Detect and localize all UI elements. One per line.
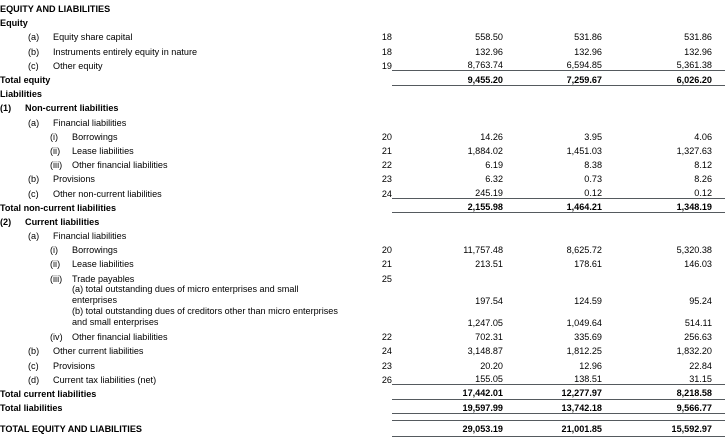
row-value-col2: 3.95 <box>584 131 602 142</box>
section-title-row <box>0 0 725 14</box>
row-value-col3: 1,348.19 <box>614 199 725 213</box>
row-label: Trade payables <box>72 273 135 284</box>
row-value-col3: 132.96 <box>684 46 712 57</box>
row-value-col3: 31.15 <box>689 374 712 385</box>
row-value-col1: 6.32 <box>485 174 503 185</box>
row-value-col1: 558.50 <box>475 32 503 43</box>
row-value-col3: 146.03 <box>684 259 712 270</box>
row-label: Current tax liabilities (net) <box>53 374 157 385</box>
section-title: EQUITY AND LIABILITIES <box>0 4 111 15</box>
row-label: Lease liabilities <box>72 145 134 156</box>
row-value-col1: 3,148.87 <box>467 346 503 357</box>
liabilities-heading: Liabilities <box>0 89 42 100</box>
row-marker: (c) <box>28 360 39 371</box>
row-label: Borrowings <box>72 245 118 256</box>
row-value-col1: 19,597.99 <box>392 399 503 413</box>
row-value-col3: 9,566.77 <box>614 399 725 413</box>
row-value-col3: 531.86 <box>684 32 712 43</box>
row-marker: (i) <box>50 131 59 142</box>
row-value-col2: 8,625.72 <box>566 245 602 256</box>
row-value-col2: 0.12 <box>584 188 602 199</box>
row-note: 23 <box>381 174 392 185</box>
row-value-col1: 9,455.20 <box>392 71 503 85</box>
row-label: Financial liabilities <box>53 117 127 128</box>
row-value-col1: 2,155.98 <box>392 199 503 213</box>
row-value-col1: 213.51 <box>475 259 503 270</box>
table-row <box>0 255 725 269</box>
table-row <box>0 270 725 284</box>
table-row <box>0 57 725 71</box>
total-row <box>0 71 725 85</box>
total-row <box>0 199 725 213</box>
row-value-col2: 178.61 <box>574 259 602 270</box>
row-value-col1: 155.05 <box>475 374 503 385</box>
row-label: Other non-current liabilities <box>53 188 162 199</box>
table-row <box>0 156 725 170</box>
row-marker: (c) <box>28 60 39 71</box>
table-row <box>0 342 725 356</box>
row-value-col1: 17,442.01 <box>392 385 503 399</box>
grand-total-label: TOTAL EQUITY AND LIABILITIES <box>0 424 142 435</box>
table-row <box>0 284 725 306</box>
table-row <box>0 28 725 42</box>
row-label: Lease liabilities <box>72 259 134 270</box>
row-note: 26 <box>381 374 392 385</box>
row-label: Total liabilities <box>0 403 63 414</box>
row-value-col3: 1,327.63 <box>676 145 712 156</box>
row-label: (b) total outstanding dues of creditors other than micro enterprises and small enterprises <box>72 305 338 328</box>
row-value-col2: 0.73 <box>584 174 602 185</box>
row-note: 24 <box>381 346 392 357</box>
row-marker: (iii) <box>50 273 63 284</box>
table-row <box>0 371 725 385</box>
row-value-col1: 702.31 <box>475 332 503 343</box>
noncurrent-heading: Non-current liabilities <box>25 103 119 114</box>
row-marker: (b) <box>28 346 40 357</box>
grand-total-col3: 15,592.97 <box>614 420 725 434</box>
row-label: Total current liabilities <box>0 388 97 399</box>
row-value-col2: 1,451.03 <box>566 145 602 156</box>
row-value-col2: 13,742.18 <box>503 399 614 413</box>
row-value-col2: 6,594.85 <box>566 60 602 71</box>
row-label: (a) total outstanding dues of micro enterprises and small enterprises <box>72 283 299 305</box>
table-row <box>0 328 725 342</box>
noncurrent-number: (1) <box>0 103 12 114</box>
row-value-col2: 132.96 <box>574 46 602 57</box>
row-note: 20 <box>381 245 392 256</box>
table-row <box>0 128 725 142</box>
row-value-col3: 8.26 <box>694 174 712 185</box>
row-label: Instruments entirely equity in nature <box>53 46 198 57</box>
table-row <box>0 227 725 241</box>
row-marker: (ii) <box>50 145 61 156</box>
row-marker: (iv) <box>50 332 63 343</box>
table-row <box>0 241 725 255</box>
row-value-col1: 20.20 <box>480 360 503 371</box>
row-value-col2: 138.51 <box>574 374 602 385</box>
table-row <box>0 114 725 128</box>
row-label: Other financial liabilities <box>72 332 168 343</box>
row-value-col1: 1,247.05 <box>467 318 503 329</box>
table-row <box>0 184 725 198</box>
row-value-col3: 4.06 <box>694 131 712 142</box>
row-label: Other equity <box>53 60 103 71</box>
row-value-col3: 95.24 <box>689 295 712 306</box>
row-value-col2: 1,049.64 <box>566 318 602 329</box>
row-marker: (d) <box>28 374 40 385</box>
section-title-note <box>352 0 392 14</box>
row-note: 22 <box>381 160 392 171</box>
row-note: 19 <box>381 60 392 71</box>
total-row <box>0 385 725 399</box>
table-row <box>0 306 725 328</box>
table-row <box>0 43 725 57</box>
row-value-col1: 132.96 <box>475 46 503 57</box>
row-value-col2: 1,464.21 <box>503 199 614 213</box>
row-value-col2: 531.86 <box>574 32 602 43</box>
row-value-col3: 6,026.20 <box>614 71 725 85</box>
row-value-col3: 8.12 <box>694 160 712 171</box>
section-title-col2 <box>503 0 614 14</box>
row-label: Other financial liabilities <box>72 160 168 171</box>
row-label: Equity share capital <box>53 32 133 43</box>
row-marker: (a) <box>28 32 40 43</box>
noncurrent-heading-row <box>0 99 725 113</box>
table-row <box>0 142 725 156</box>
row-value-col1: 14.26 <box>480 131 503 142</box>
equity-heading-row <box>0 14 725 28</box>
row-value-col2: 1,812.25 <box>566 346 602 357</box>
row-note: 21 <box>381 259 392 270</box>
row-marker: (a) <box>28 117 40 128</box>
row-value-col2: 335.69 <box>574 332 602 343</box>
row-label: Total non-current liabilities <box>0 202 117 213</box>
grand-total-row <box>0 420 725 434</box>
row-note: 21 <box>381 145 392 156</box>
row-marker: (iii) <box>50 160 63 171</box>
row-label: Provisions <box>53 360 95 371</box>
row-value-col3: 514.11 <box>684 318 712 329</box>
row-note: 25 <box>381 273 392 284</box>
row-value-col1: 1,884.02 <box>467 145 503 156</box>
section-title-col1 <box>392 0 503 14</box>
row-marker: (b) <box>28 174 40 185</box>
section-title-col3 <box>614 0 725 14</box>
row-value-col3: 5,320.38 <box>676 245 712 256</box>
row-value-col3: 8,218.58 <box>614 385 725 399</box>
row-value-col1: 6.19 <box>485 160 503 171</box>
current-heading: Current liabilities <box>25 216 100 227</box>
row-label: Other current liabilities <box>53 346 144 357</box>
row-value-col2: 8.38 <box>584 160 602 171</box>
row-value-col2: 12,277.97 <box>503 385 614 399</box>
table-row <box>0 170 725 184</box>
row-value-col1: 197.54 <box>475 295 503 306</box>
row-value-col2: 7,259.67 <box>503 71 614 85</box>
row-note: 22 <box>381 332 392 343</box>
row-note: 24 <box>381 188 392 199</box>
grand-total-col2: 21,001.85 <box>503 420 614 434</box>
row-label: Total equity <box>0 75 51 86</box>
current-number: (2) <box>0 216 12 227</box>
row-value-col2: 124.59 <box>574 295 602 306</box>
row-marker: (c) <box>28 188 39 199</box>
current-heading-row <box>0 213 725 227</box>
row-marker: (b) <box>28 46 40 57</box>
spacer-row <box>0 413 725 420</box>
equity-heading: Equity <box>0 18 28 29</box>
row-value-col1: 245.19 <box>475 188 503 199</box>
row-note: 23 <box>381 360 392 371</box>
row-marker: (ii) <box>50 259 61 270</box>
row-note: 18 <box>381 32 392 43</box>
row-marker: (i) <box>50 245 59 256</box>
row-value-col3: 0.12 <box>694 188 712 199</box>
row-label: Financial liabilities <box>53 231 127 242</box>
liabilities-heading-row <box>0 85 725 99</box>
row-value-col2: 12.96 <box>579 360 602 371</box>
row-note: 18 <box>381 46 392 57</box>
table-row <box>0 357 725 371</box>
grand-total-col1: 29,053.19 <box>392 420 503 434</box>
row-value-col1: 11,757.48 <box>463 245 503 256</box>
row-value-col3: 5,361.38 <box>676 60 712 71</box>
row-value-col3: 1,832.20 <box>676 346 712 357</box>
row-value-col3: 256.63 <box>684 332 712 343</box>
row-marker: (a) <box>28 231 40 242</box>
row-label: Borrowings <box>72 131 118 142</box>
row-value-col3: 22.84 <box>689 360 712 371</box>
row-label: Provisions <box>53 174 95 185</box>
total-row <box>0 399 725 413</box>
row-value-col1: 8,763.74 <box>467 60 503 71</box>
row-note: 20 <box>381 131 392 142</box>
